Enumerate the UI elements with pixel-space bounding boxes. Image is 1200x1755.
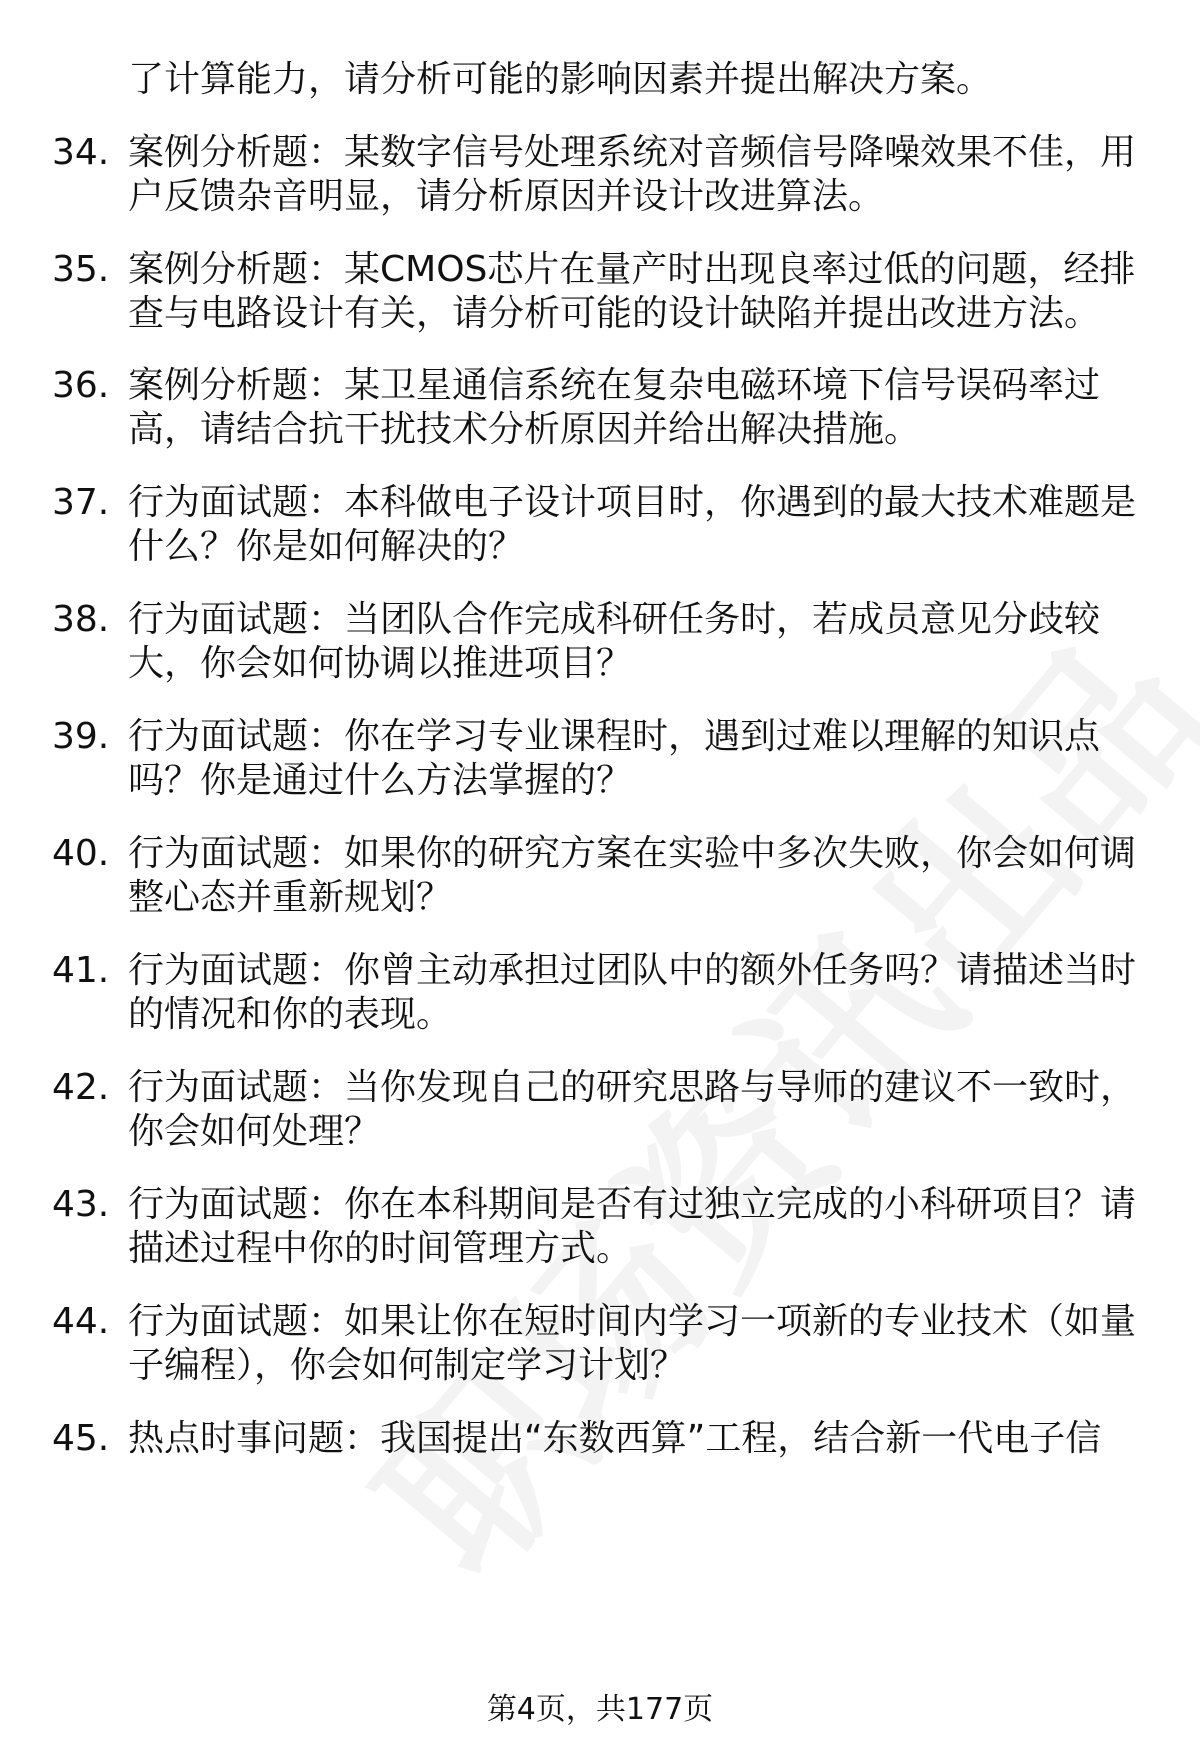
lead-line: 了计算能力，请分析可能的影响因素并提出解决方案。 [128, 59, 993, 100]
question-number: 40. [52, 833, 110, 874]
page-footer: 第4页，共177页 [486, 1692, 714, 1727]
question-text-line: 热点时事问题：我国提出“东数西算”工程，结合新一代电子信 [128, 1418, 1102, 1459]
question-text-line: 高，请结合抗干扰技术分析原因并给出解决措施。 [128, 409, 921, 450]
question-number: 38. [52, 599, 110, 640]
question-text-line: 你会如何处理？ [128, 1111, 381, 1152]
question-text-line: 什么？你是如何解决的？ [128, 526, 525, 567]
question-text-line: 行为面试题：你曾主动承担过团队中的额外任务吗？请描述当时 [128, 950, 1137, 991]
question-number: 37. [52, 482, 110, 523]
question-text-line: 子编程），你会如何制定学习计划？ [128, 1345, 687, 1386]
question-text-line: 行为面试题：你在本科期间是否有过独立完成的小科研项目？请 [128, 1184, 1137, 1225]
question-text-line: 大，你会如何协调以推进项目？ [128, 643, 633, 684]
question-text-line: 案例分析题：某数字信号处理系统对音频信号降噪效果不佳，用 [128, 132, 1137, 173]
question-text-line: 描述过程中你的时间管理方式。 [128, 1228, 633, 1269]
question-text-line: 行为面试题：如果你的研究方案在实验中多次失败，你会如何调 [128, 833, 1137, 874]
question-text-line: 行为面试题：你在学习专业课程时，遇到过难以理解的知识点 [128, 716, 1101, 757]
question-text-line: 的情况和你的表现。 [128, 994, 453, 1035]
question-text-line: 行为面试题：本科做电子设计项目时，你遇到的最大技术难题是 [128, 482, 1137, 523]
question-text-line: 案例分析题：某卫星通信系统在复杂电磁环境下信号误码率过 [128, 365, 1101, 406]
question-text-line: 案例分析题：某CMOS芯片在量产时出现良率过低的问题，经排 [128, 249, 1136, 290]
question-number: 39. [52, 716, 110, 757]
question-text-line: 查与电路设计有关，请分析可能的设计缺陷并提出改进方法。 [128, 293, 1101, 334]
question-number: 43. [52, 1184, 110, 1225]
question-text-line: 吗？你是通过什么方法掌握的？ [128, 760, 633, 801]
question-number: 44. [52, 1301, 110, 1342]
question-number: 42. [52, 1067, 110, 1108]
question-text-line: 行为面试题：如果让你在短时间内学习一项新的专业技术（如量 [128, 1301, 1137, 1342]
question-number: 34. [52, 132, 110, 173]
question-number: 45. [52, 1418, 110, 1459]
question-text-line: 行为面试题：当你发现自己的研究思路与导师的建议不一致时， [128, 1067, 1137, 1108]
question-text-line: 户反馈杂音明显，请分析原因并设计改进算法。 [128, 176, 885, 217]
question-number: 41. [52, 950, 110, 991]
question-number: 35. [52, 249, 110, 290]
question-number: 36. [52, 365, 110, 406]
question-text-line: 行为面试题：当团队合作完成科研任务时，若成员意见分歧较 [128, 599, 1101, 640]
question-text-line: 整心态并重新规划？ [128, 877, 453, 918]
